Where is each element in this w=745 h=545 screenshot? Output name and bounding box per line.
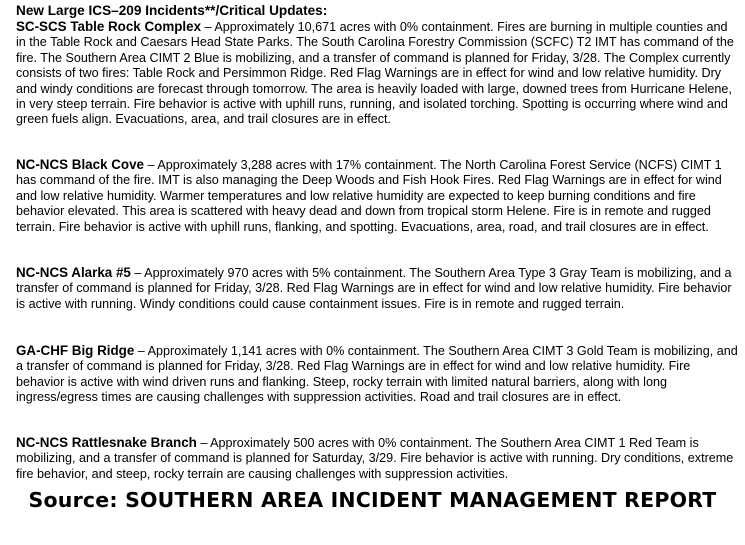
incident-description: Approximately 500 acres with 0% containment. The Southern Area CIMT 1 Red Team is mobilizing, and a transfer of command is planned for Saturday, 3/29. Fire behavior is active with running. Dry conditions, extreme fire behavior, and steep, rocky terrain are causing challenges with suppression activities. bbox=[16, 436, 734, 481]
incident-description: Approximately 970 acres with 5% containment. The Southern Area Type 3 Gray Team is mobilizing, and a transfer of command is planned for Friday, 3/28. Red Flag Warnings are in effect for wind and low relative humidity. Fire behavior is active with running. Windy conditions could cause containment issues. Fire is in remote and rugged terrain. bbox=[16, 266, 732, 311]
source-caption: Source: SOUTHERN AREA INCIDENT MANAGEMENT REPORT bbox=[28, 488, 717, 512]
incident-table-rock-complex bbox=[16, 19, 738, 128]
incident-description: Approximately 3,288 acres with 17% containment. The North Carolina Forest Service (NCFS) CIMT 1 has command of the fire. IMT is also managing the Deep Woods and Fish Hook Fires. Red Flag Warnings are in effect for wind and low relative humidity. Warmer temperatures and low relative humidity are expected to keep burning conditions and fire behavior elevated. This area is scattered with heavy dead and down from tropical storm Helene. Fire is in remote and rugged terrain. Fire behavior is active with uphill runs, flanking, and spotting. Evacuations, area, road, and trail closures are in effect. bbox=[16, 158, 722, 234]
incident-description: Approximately 10,671 acres with 0% containment. Fires are burning in multiple counties and in the Table Rock and Caesars Head State Parks. The South Carolina Forestry Commission (SCFC) T2 IMT has command of the fire. The Southern Area CIMT 2 Blue is mobilizing, and a transfer of command is planned for Friday, 3/28. The Complex currently consists of two fires: Table Rock and Persimmon Ridge. Red Flag Warnings are in effect for wind and low relative humidity. Dry and windy conditions are forecast through tomorrow. The area is heavily loaded with large, downed trees from Hurricane Helene, in very steep terrain. Fire behavior is active with uphill runs, running, and isolated torching. Spotting is occurring where wind and green fuels align. Evacuations, area, and trail closures are in effect. bbox=[16, 20, 734, 127]
incident-big-ridge bbox=[16, 343, 738, 406]
incident-rattlesnake-branch bbox=[16, 435, 738, 482]
incident-name: NC-NCS Alarka #5 bbox=[16, 265, 131, 280]
incident-description: Approximately 1,141 acres with 0% containment. The Southern Area CIMT 3 Gold Team is mobilizing, and a transfer of command is planned for Friday, 3/28. Red Flag Warnings are in effect for wind and low relative humidity. Fire behavior is active with wind driven runs and flanking. Steep, rocky terrain with limited natural barriers, along with long ingress/egress times are causing challenges with suppression activities. Road and trail closures are in effect. bbox=[16, 344, 738, 405]
incident-dash: – bbox=[144, 158, 158, 172]
incident-name: GA-CHF Big Ridge bbox=[16, 343, 135, 358]
report-heading: New Large ICS–209 Incidents**/Critical Updates: bbox=[16, 3, 328, 18]
incident-name: SC-SCS Table Rock Complex bbox=[16, 19, 202, 34]
incident-dash: – bbox=[130, 266, 145, 280]
incident-black-cove bbox=[16, 157, 738, 235]
incident-name: NC-NCS Rattlesnake Branch bbox=[16, 435, 197, 450]
incident-name: NC-NCS Black Cove bbox=[16, 157, 144, 172]
incident-dash: – bbox=[201, 20, 215, 34]
incident-alarka-5 bbox=[16, 265, 738, 312]
incident-dash: – bbox=[134, 344, 148, 358]
incident-dash: – bbox=[196, 436, 211, 450]
